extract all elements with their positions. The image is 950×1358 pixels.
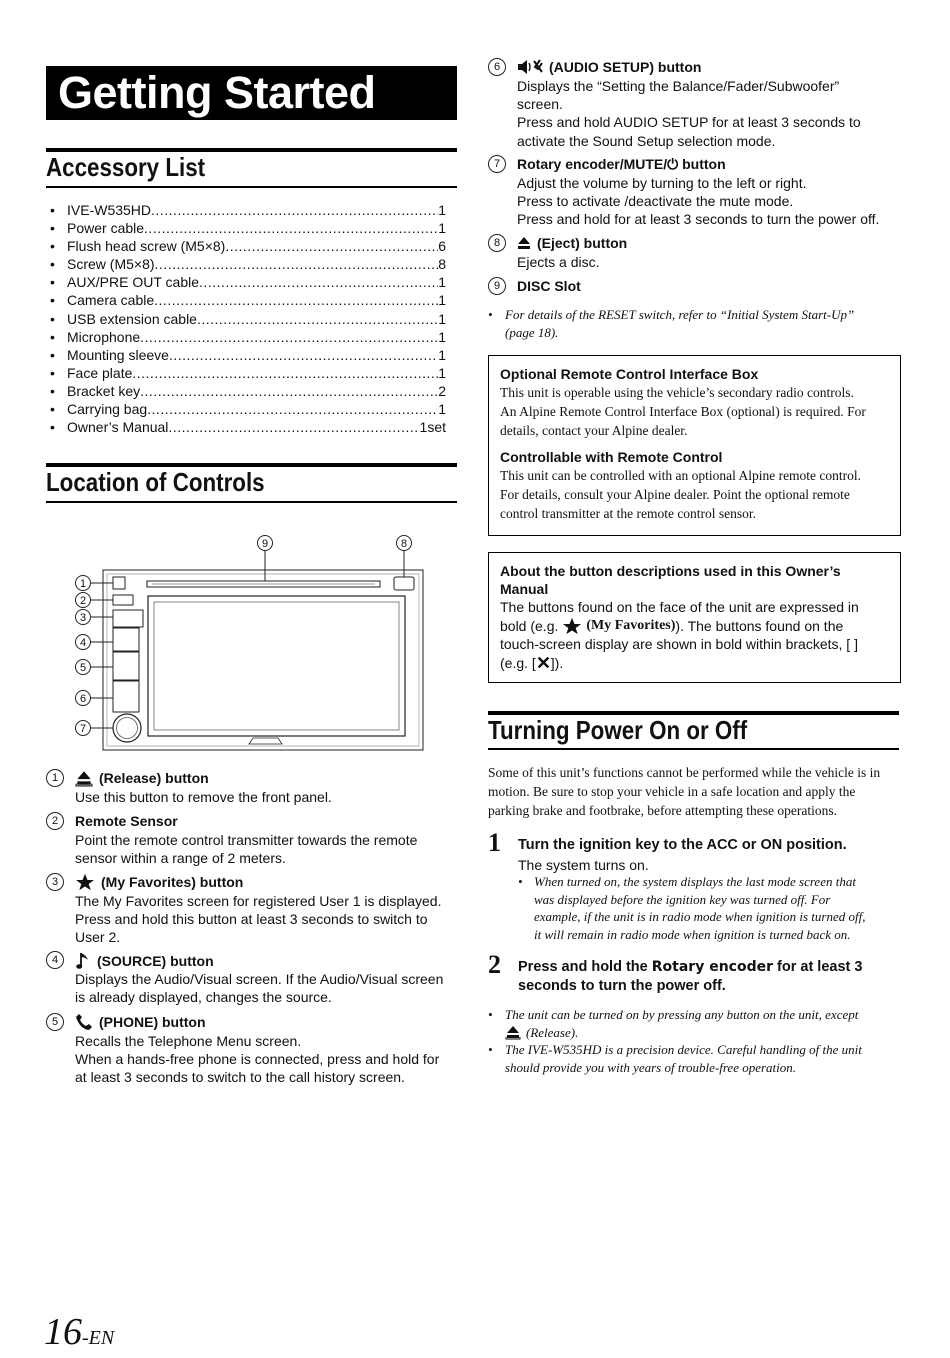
star-icon	[562, 617, 582, 635]
box-text: control transmitter at the remote control sensor.	[500, 506, 757, 521]
accessory-item: • Power cable ..... 1	[50, 219, 446, 237]
box-heading: About the button descriptions used in this Owner’s	[500, 563, 841, 579]
section-rule-bottom	[46, 186, 457, 188]
accessory-item: • Owner’s Manual ..... 1set	[50, 418, 446, 436]
control-heading: (PHONE) button	[75, 1013, 206, 1031]
phone-icon	[75, 1013, 93, 1031]
control-heading: Rotary encoder/MUTE/⏻ button	[517, 156, 726, 172]
control-number: 2	[46, 812, 64, 830]
control-number: 6	[488, 58, 506, 76]
remote-control-info-box	[488, 355, 901, 536]
box-text: For details, consult your Alpine dealer. Point the optional remote	[500, 487, 850, 502]
control-description: Ejects a disc.	[517, 254, 600, 270]
box-heading-interface: Optional Remote Control Interface Box	[500, 366, 759, 382]
accessory-item: • Flush head screw (M5×8) ..... 6	[50, 237, 446, 255]
section-rule-bottom	[488, 748, 899, 750]
control-heading: Remote Sensor	[75, 813, 178, 829]
box-heading-remote: Controllable with Remote Control	[500, 449, 723, 465]
section-rule-bottom	[46, 501, 457, 503]
step-2-number: 2	[488, 950, 501, 979]
step-1-number: 1	[488, 828, 501, 857]
control-description: Displays the “Setting the Balance/Fader/Subwoofer” screen. Press and hold AUDIO SETUP for at least 3 seconds to activate the Sound Setup selection mode.	[517, 78, 861, 149]
accessory-item: • Microphone ..... 1	[50, 328, 446, 346]
control-description: Use this button to remove the front panel.	[75, 789, 332, 805]
callout-3: 3	[79, 612, 87, 624]
box-text: This unit can be controlled with an optional Alpine remote control.	[500, 468, 862, 483]
eject-icon	[517, 236, 531, 250]
accessory-item: • Carrying bag ..... 1	[50, 400, 446, 418]
control-heading: (AUDIO SETUP) button	[517, 58, 701, 76]
box-text: The buttons found on the face of the unit are expressed in	[500, 599, 859, 615]
control-description: Displays the Audio/Visual screen. If the Audio/Visual screen is already displayed, changes the source.	[75, 971, 444, 1006]
callout-8: 8	[400, 538, 408, 550]
callout-1: 1	[79, 578, 87, 590]
callout-7: 7	[79, 723, 87, 735]
step-1-heading: Turn the ignition key to the ACC or ON position.	[518, 837, 847, 853]
control-description: The My Favorites screen for registered User 1 is displayed. Press and hold this button at least 3 seconds to switch to User 2.	[75, 893, 442, 946]
box-text-example: (e.g. [ ]).	[500, 654, 564, 671]
box-text: details, contact your Alpine dealer.	[500, 423, 688, 438]
accessory-item: • USB extension cable ..... 1	[50, 310, 446, 328]
accessory-item: • Camera cable ..... 1	[50, 291, 446, 309]
control-heading: (SOURCE) button	[75, 951, 214, 971]
box-heading: Manual	[500, 581, 549, 597]
star-icon	[75, 873, 95, 891]
control-number: 8	[488, 234, 506, 252]
power-intro: Some of this unit’s functions cannot be performed while the vehicle is in motion. Be sure to stop your vehicle in a safe location and apply the parking brake and footbrake, before attempting these operations.	[488, 765, 881, 818]
accessory-list-title: Accessory List	[46, 152, 206, 182]
accessory-item: • Face plate ..... 1	[50, 364, 446, 382]
control-number: 3	[46, 873, 64, 891]
step-1-text: The system turns on.	[518, 857, 649, 873]
control-heading: (Eject) button	[517, 234, 627, 252]
box-text: This unit is operable using the vehicle’s secondary radio controls.	[500, 385, 854, 400]
box-text: touch-screen display are shown in bold within brackets, [ ]	[500, 636, 858, 652]
box-text: An Alpine Remote Control Interface Box (optional) is required. For	[500, 404, 866, 419]
control-description: Recalls the Telephone Menu screen. When a hands-free phone is connected, press and hold for at least 3 seconds to switch to the call history screen.	[75, 1033, 440, 1086]
callout-5: 5	[79, 662, 87, 674]
box-text-example: bold (e.g. (My Favorites) ). The buttons found on the	[500, 617, 844, 634]
step-2-heading-line2: seconds to turn the power off.	[518, 978, 726, 994]
callout-9: 9	[261, 538, 269, 550]
step-2-heading: Press and hold the Rotary encoder for at least 3	[518, 959, 863, 975]
head-unit-diagram	[70, 532, 430, 754]
eject-release-icon	[505, 1024, 521, 1040]
page-number: 16-EN	[44, 1311, 115, 1353]
accessory-item: • Screw (M5×8) ..... 8	[50, 255, 446, 273]
accessory-list	[50, 201, 446, 436]
location-of-controls-title: Location of Controls	[46, 467, 265, 497]
control-number: 7	[488, 155, 506, 173]
eject-release-icon	[75, 769, 93, 787]
button-descriptions-box	[488, 552, 901, 683]
callout-2: 2	[79, 595, 87, 607]
callout-4: 4	[79, 637, 87, 649]
control-heading: (My Favorites) button	[75, 873, 243, 891]
control-description: Point the remote control transmitter towards the remote sensor within a range of 2 meters.	[75, 832, 418, 867]
close-x-icon	[537, 656, 550, 669]
accessory-item: • Mounting sleeve ..... 1	[50, 346, 446, 364]
page-banner-title: Getting Started	[46, 66, 457, 120]
control-heading: DISC Slot	[517, 278, 581, 294]
control-heading: (Release) button	[75, 769, 209, 787]
accessory-item: • IVE-W535HD ..... 1	[50, 201, 446, 219]
power-section-title: Turning Power On or Off	[488, 715, 748, 745]
control-number: 1	[46, 769, 64, 787]
music-note-icon	[75, 951, 91, 971]
control-number: 5	[46, 1013, 64, 1031]
audio-setup-icon	[517, 58, 543, 76]
accessory-item: • Bracket key ..... 2	[50, 382, 446, 400]
control-number: 9	[488, 277, 506, 295]
control-number: 4	[46, 951, 64, 969]
callout-6: 6	[79, 693, 87, 705]
control-description: Adjust the volume by turning to the left or right. Press to activate /deactivate the mute mode. Press and hold for at least 3 seconds to turn the power off.	[517, 175, 880, 228]
accessory-item: • AUX/PRE OUT cable ..... 1	[50, 273, 446, 291]
